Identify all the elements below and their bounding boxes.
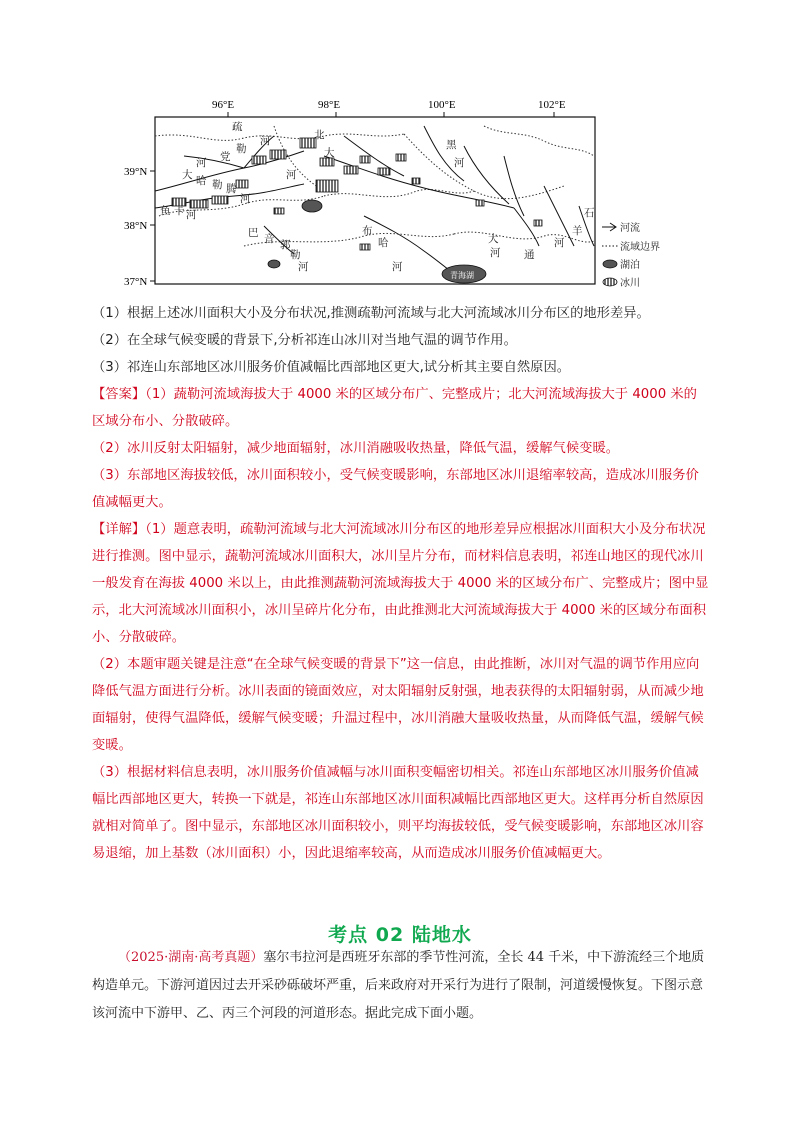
lon-label-102: 102°E (538, 99, 566, 111)
svg-text:流域边界: 流域边界 (620, 242, 660, 253)
svg-text:郭: 郭 (280, 239, 291, 251)
river-line-icon (602, 223, 616, 231)
svg-text:布: 布 (362, 225, 373, 237)
svg-text:河: 河 (554, 237, 565, 249)
svg-text:哈: 哈 (378, 237, 389, 249)
svg-text:石: 石 (584, 207, 595, 219)
svg-text:勒: 勒 (236, 143, 247, 155)
explanation-2: （2）本题审题关键是注意“在全球气候变暖的背景下”这一信息，由此推断，冰川对气温的调节作用应向降低气温方面进行分析。冰川表面的镜面效应，对太阳辐射反射强，地表获得的太阳辐射弱，从而减少地面辐射，使得气温降低，缓解气候变暖；升温过程中，冰川消融大量吸收热量，从而降低气温，缓解气候变暖。 (92, 657, 704, 753)
glacier-hatch-icon (603, 278, 617, 286)
intro-paragraph (92, 944, 710, 1028)
svg-text:疏: 疏 (232, 121, 243, 133)
question-3: （3）祁连山东部地区冰川服务价值减幅比西部地区更大,试分析其主要自然原因。 (92, 360, 571, 375)
svg-text:大: 大 (324, 147, 335, 159)
svg-text:大: 大 (488, 233, 499, 245)
lon-label-100: 100°E (428, 99, 456, 111)
glacier-map-figure (124, 96, 684, 292)
svg-text:河: 河 (298, 261, 309, 273)
svg-text:河: 河 (186, 209, 197, 221)
question-1: （1）根据上述冰川面积大小及分布状况,推测疏勒河流域与北大河流域冰川分布区的地形差异。 (92, 306, 650, 321)
intro-text: 塞尔韦拉河是西班牙东部的季节性河流，全长 44 千米，中下游流经三个地质构造单元。下游河道因过去开采砂砾破坏严重，后来政府对开采行为进行了限制，河道缓慢恢复。下图示意该河流中下游甲、乙、丙三个河段的河道形态。据此完成下面小题。 (92, 950, 705, 1021)
lat-label-38: 38°N (124, 220, 148, 232)
svg-text:河: 河 (454, 157, 465, 169)
explanation-tag: 【详解】 (92, 522, 146, 537)
svg-text:河流: 河流 (620, 223, 640, 234)
answer-block (92, 381, 710, 516)
svg-text:河: 河 (260, 135, 271, 147)
lon-label-98: 98°E (318, 99, 341, 111)
map-svg (124, 96, 684, 292)
lon-label-96: 96°E (212, 99, 235, 111)
question-list (92, 300, 710, 381)
svg-text:通: 通 (524, 249, 535, 261)
svg-text:河: 河 (240, 193, 251, 205)
answer-3: （3）东部地区海拔较低，冰川面积较小，受气候变暖影响，东部地区冰川退缩率较高，造成冰川服务价值减幅更大。 (92, 468, 699, 510)
svg-text:音: 音 (264, 233, 275, 245)
svg-text:河: 河 (286, 169, 297, 181)
svg-text:冰川: 冰川 (620, 278, 640, 289)
svg-text:河: 河 (392, 261, 403, 273)
answer-2: （2）冰川反射太阳辐射，减少地面辐射，冰川消融吸收热量，降低气温，缓解气候变暖。 (92, 441, 620, 456)
svg-text:卡: 卡 (174, 205, 185, 217)
svg-text:哈: 哈 (196, 175, 207, 187)
svg-text:青海湖: 青海湖 (450, 271, 474, 280)
svg-text:鱼: 鱼 (160, 205, 171, 217)
svg-text:羊: 羊 (572, 225, 583, 237)
intro-source: （2025·湖南·高考真题） (118, 950, 264, 965)
svg-text:勒: 勒 (212, 179, 223, 191)
svg-text:腾: 腾 (226, 183, 237, 195)
svg-text:北: 北 (314, 129, 325, 141)
svg-text:巴: 巴 (248, 227, 259, 239)
svg-text:勒: 勒 (290, 249, 301, 261)
lake-fill-icon (603, 260, 617, 268)
answer-tag: 【答案】 (92, 387, 146, 402)
svg-text:大: 大 (182, 169, 193, 181)
map-legend (602, 221, 660, 289)
explanation-block (92, 516, 710, 867)
explanation-1: （1）题意表明，疏勒河流域与北大河流域冰川分布区的地形差异应根据冰川面积大小及分布状况进行推测。图中显示，蔬勒河流域冰川面积大，冰川呈片分布，而材料信息表明，祁连山地区的现代冰川一般发育在海拔 4000 米以上，由此推测蔬勒河流域海拔大于 4000 米的区域分布广、完整成片；图中显示，北大河流域冰川面积小，冰川呈碎片化分布，由此推测北大河流域海拔大于 4000 米的区域分布面积小、分散破碎。 (92, 522, 709, 645)
svg-text:河: 河 (490, 247, 501, 259)
svg-text:湖泊: 湖泊 (620, 260, 640, 271)
svg-text:党: 党 (220, 151, 231, 163)
section-title: 考点 02 陆地水 (328, 924, 472, 946)
answer-1: （1）蔬勒河流域海拔大于 4000 米的区域分布广、完整成片；北大河流域海拔大于 4000 米的区域分布小、分散破碎。 (92, 387, 697, 429)
explanation-3: （3）根据材料信息表明，冰川服务价值减幅与冰川面积变幅密切相关。祁连山东部地区冰川服务价值减幅比西部地区更大，转换一下就是，祁连山东部地区冰川面积减幅比西部地区更大。这样再分析自然原因就相对简单了。图中显示，东部地区冰川面积较小，则平均海拔较低，受气候变暖影响，东部地区冰川容易退缩，加上基数（冰川面积）小，因此退缩率较高，从而造成冰川服务价值减幅更大。 (92, 765, 704, 861)
svg-text:河: 河 (196, 157, 207, 169)
lat-label-39: 39°N (124, 166, 148, 178)
svg-text:黑: 黑 (446, 139, 457, 151)
lat-label-37: 37°N (124, 276, 148, 288)
question-2: （2）在全球气候变暖的背景下,分析祁连山冰川对当地气温的调节作用。 (92, 333, 517, 348)
